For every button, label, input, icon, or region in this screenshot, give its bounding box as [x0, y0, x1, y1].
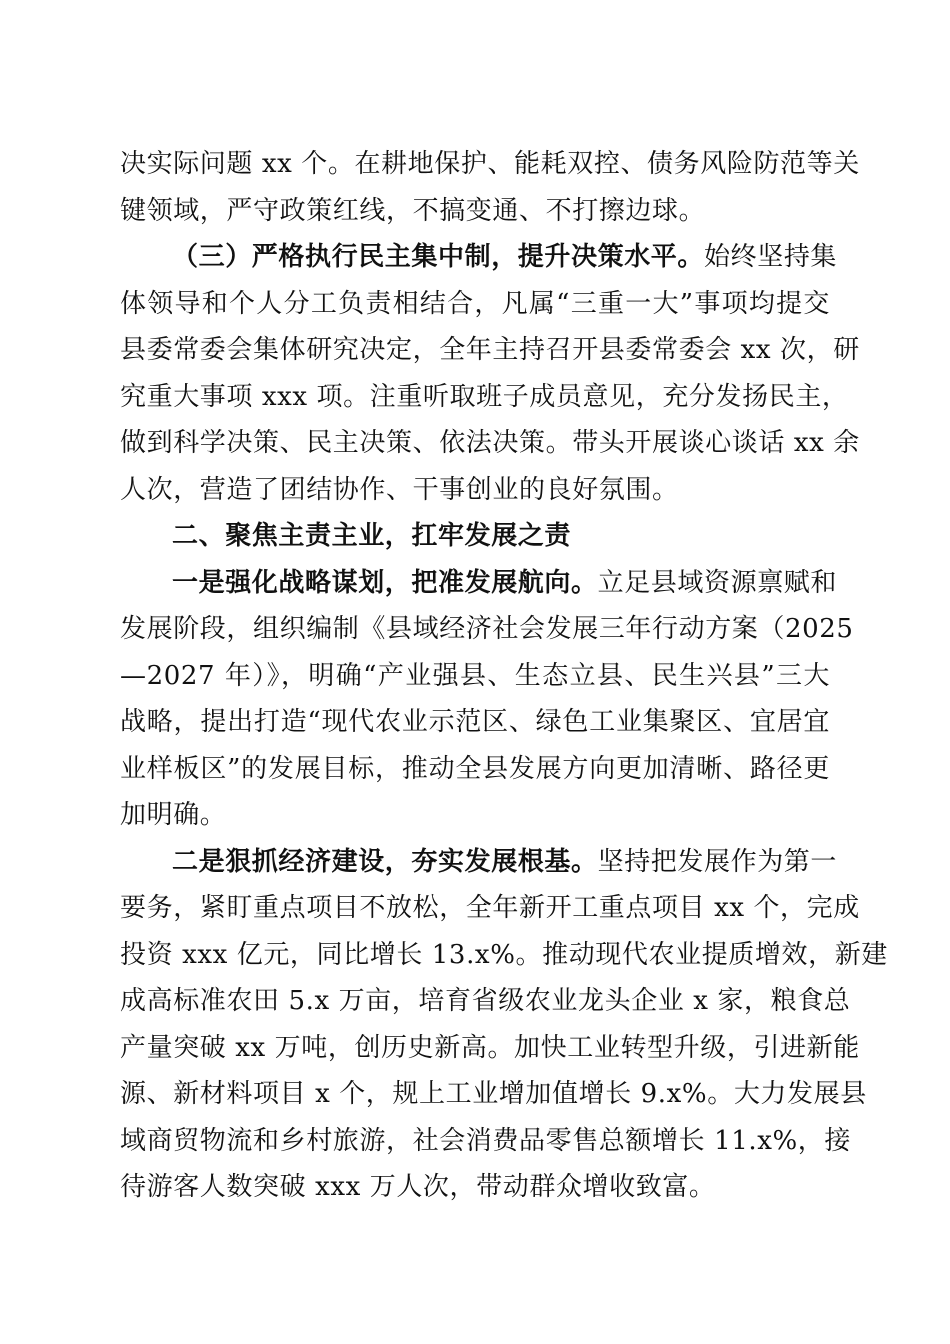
text-span: 坚持把发展作为第一	[597, 847, 838, 877]
text-line: 源、新材料项目 x 个，规上工业增加值增长 9.x%。大力发展县	[120, 1079, 867, 1109]
text-line: 县委常委会集体研究决定，全年主持召开县委常委会 xx 次，研	[120, 335, 860, 365]
text-span: 立足县域资源禀赋和	[597, 568, 838, 598]
text-line: 究重大事项 xxx 项。注重听取班子成员意见，充分发扬民主，	[120, 382, 849, 412]
text-line: 人次，营造了团结协作、干事创业的良好氛围。	[120, 475, 679, 505]
text-line: 发展阶段，组织编制《县域经济社会发展三年行动方案（2025	[120, 614, 854, 644]
paragraph-lead: 一是强化战略谋划，把准发展航向。	[172, 568, 598, 598]
paragraph-first-line	[172, 839, 838, 885]
text-span: 始终坚持集	[704, 242, 838, 272]
text-line: 决实际问题 xx 个。在耕地保护、能耗双控、债务风险防范等关	[120, 149, 860, 179]
text-line: 键领域，严守政策红线，不搞变通、不打擦边球。	[120, 196, 706, 226]
section-heading: 二、聚焦主责主业，扛牢发展之责	[172, 521, 572, 551]
text-line: 业样板区”的发展目标，推动全县发展方向更加清晰、路径更	[120, 754, 830, 784]
text-line: 成高标准农田 5.x 万亩，培育省级农业龙头企业 x 家，粮食总	[120, 986, 851, 1016]
paragraph-lead: （三）严格执行民主集中制，提升决策水平。	[172, 242, 705, 272]
text-line: 要务，紧盯重点项目不放松，全年新开工重点项目 xx 个，完成	[120, 893, 860, 923]
text-line: 投资 xxx 亿元，同比增长 13.x%。推动现代农业提质增效，新建	[120, 940, 888, 970]
paragraph-first-line	[172, 234, 838, 280]
paragraph-first-line	[172, 560, 838, 606]
paragraph-lead: 二是狠抓经济建设，夯实发展根基。	[172, 847, 598, 877]
text-line: 域商贸物流和乡村旅游，社会消费品零售总额增长 11.x%，接	[120, 1126, 851, 1156]
text-line: —2027 年）》，明确“产业强县、生态立县、民生兴县”三大	[120, 661, 830, 691]
text-line: 体领导和个人分工负责相结合，凡属“三重一大”事项均提交	[120, 289, 830, 319]
text-line: 加明确。	[120, 800, 227, 830]
text-line: 产量突破 xx 万吨，创历史新高。加快工业转型升级，引进新能	[120, 1033, 860, 1063]
text-line: 待游客人数突破 xxx 万人次，带动群众增收致富。	[120, 1172, 716, 1202]
text-line: 战略，提出打造“现代农业示范区、绿色工业集聚区、宜居宜	[120, 707, 830, 737]
text-line: 做到科学决策、民主决策、依法决策。带头开展谈心谈话 xx 余	[120, 428, 860, 458]
